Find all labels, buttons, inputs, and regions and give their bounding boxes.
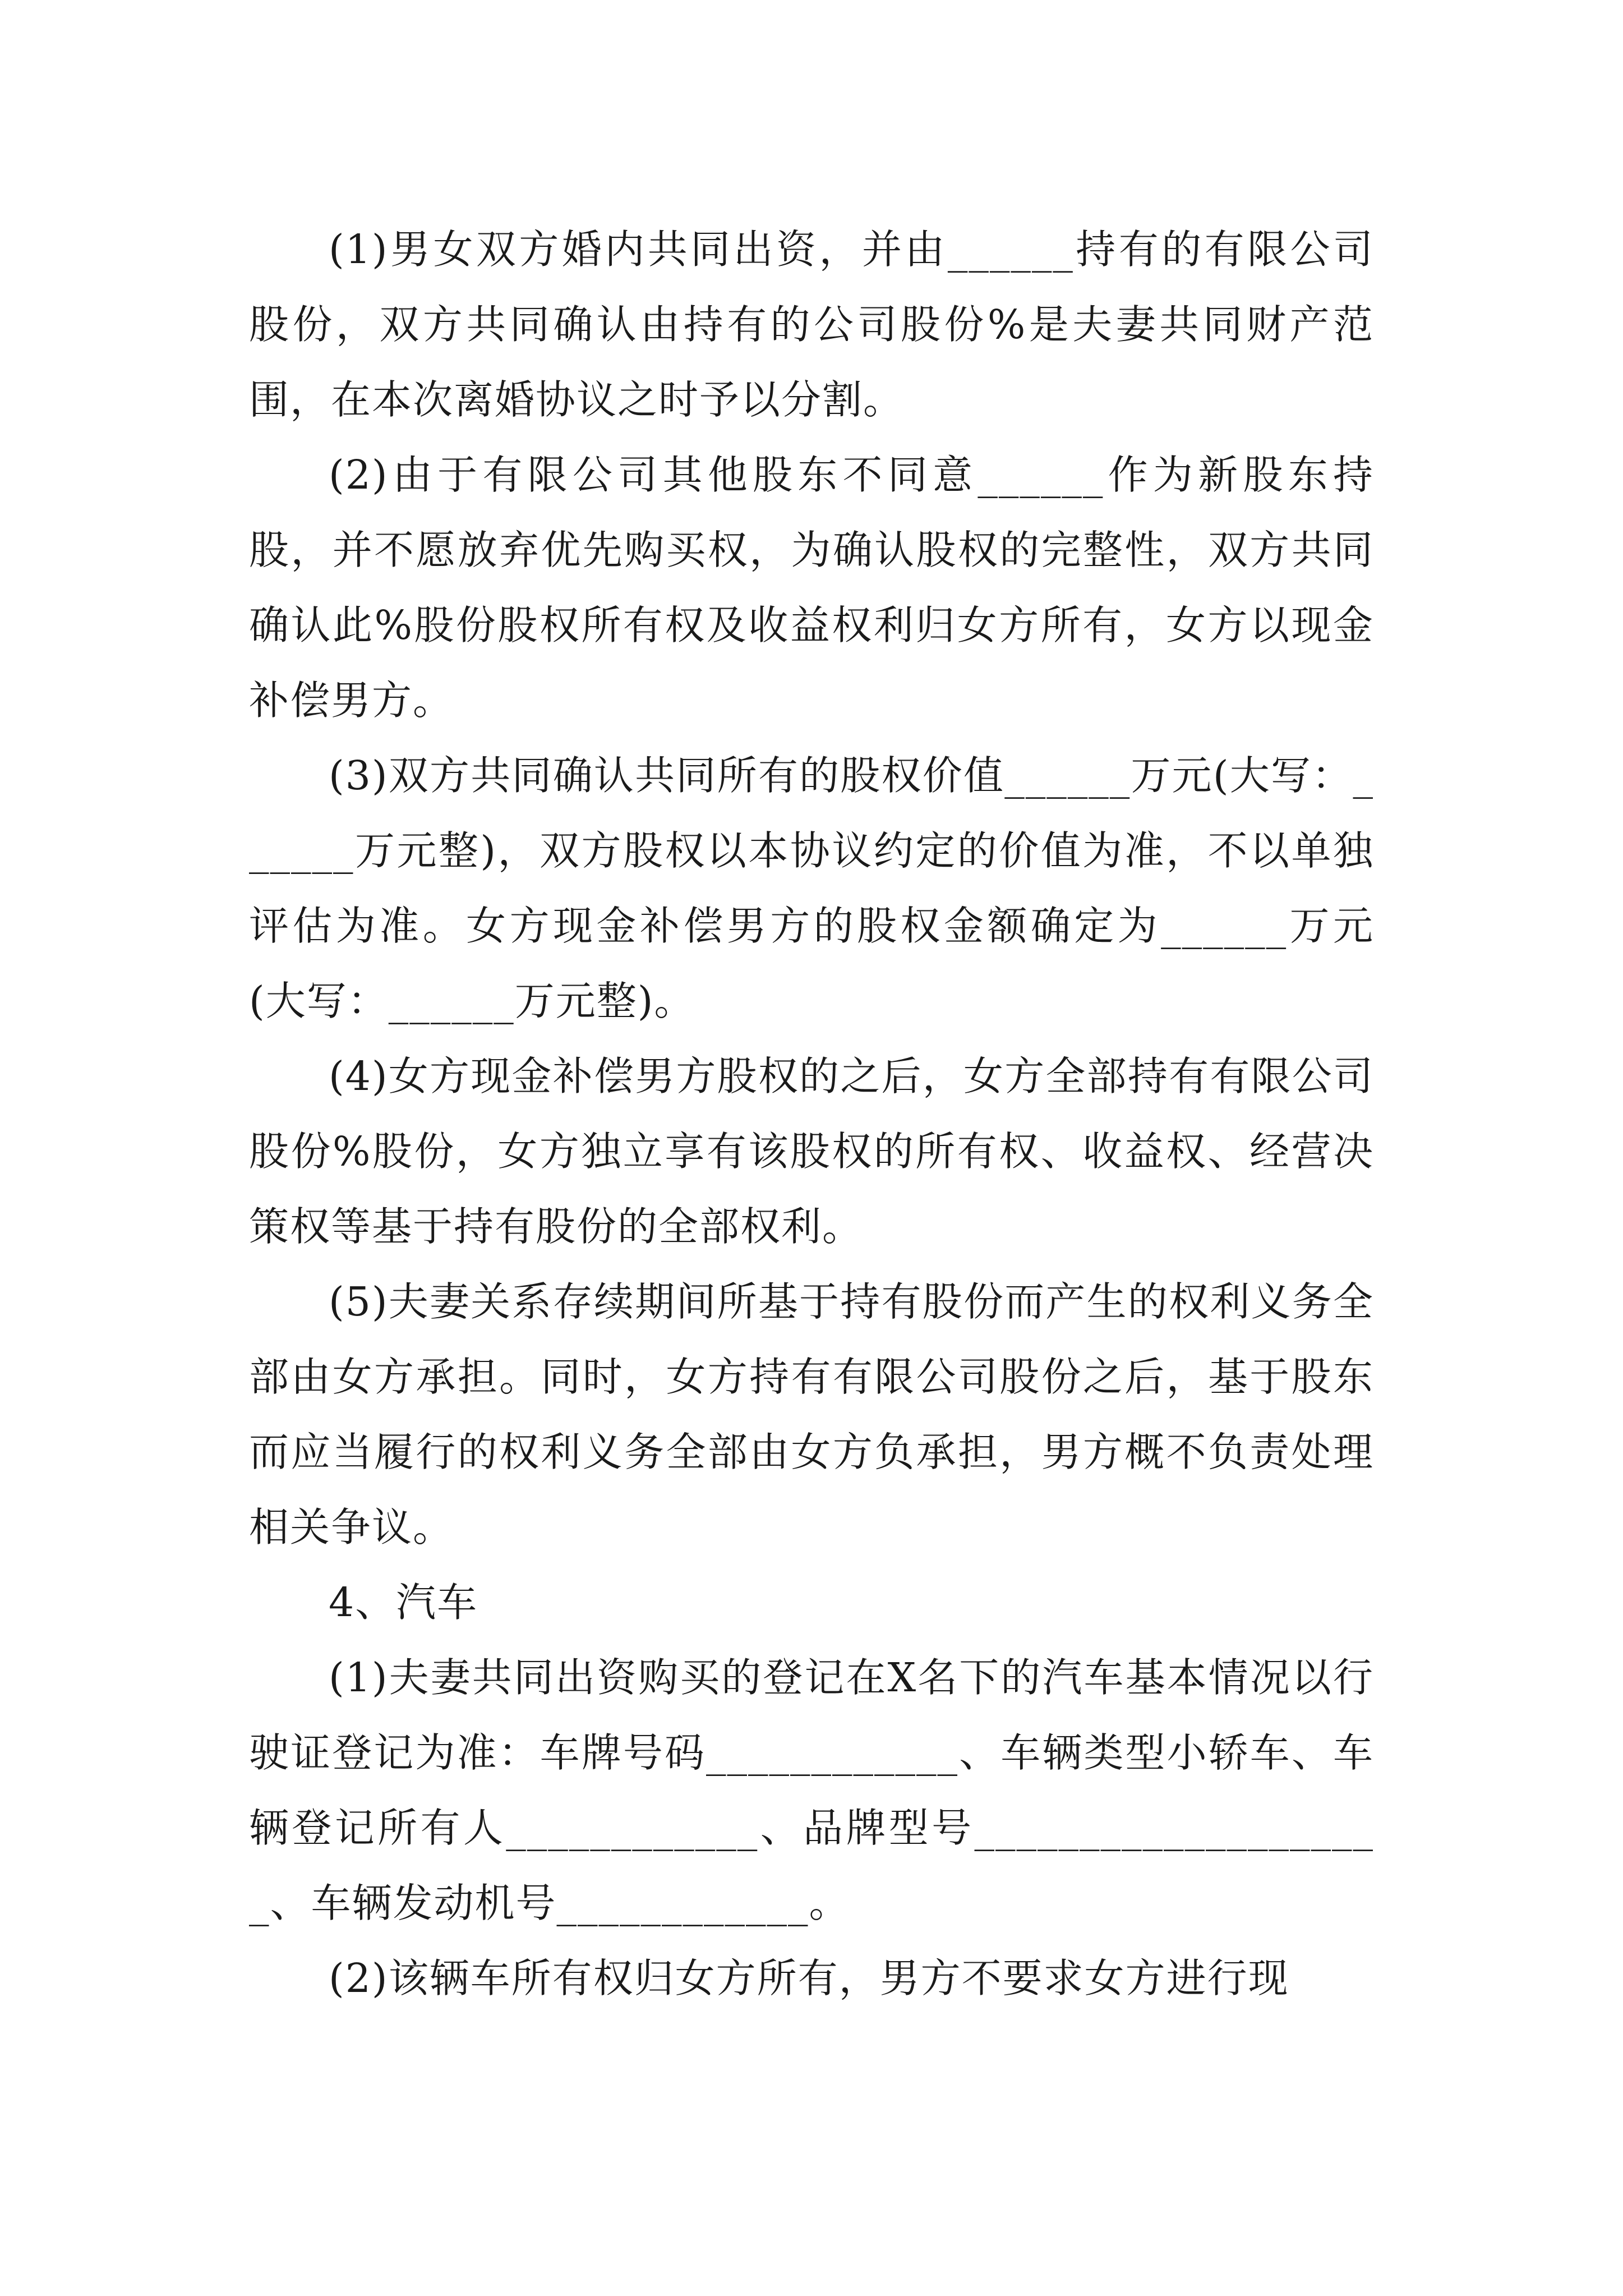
paragraph-equity-3: (3)双方共同确认共同所有的股权价值______万元(大写：______万元整)，双方股权以本协议约定的价值为准，不以单独评估为准。女方现金补偿男方的股权金额确定为______万元(大写：______万元整)。	[249, 752, 1374, 1024]
paragraph-equity-1: (1)男女双方婚内共同出资，并由______持有的有限公司股份，双方共同确认由持有的公司股份%是夫妻共同财产范围，在本次离婚协议之时予以分割。	[249, 226, 1374, 423]
section-heading-car: 4、汽车	[329, 1579, 478, 1626]
paragraph-car-1: (1)夫妻共同出资购买的登记在X名下的汽车基本情况以行驶证登记为准：车牌号码____________、车辆类型小轿车、车辆登记所有人____________、品牌型号____________________、车辆发动机号____________。	[249, 1654, 1374, 1926]
paragraph-equity-4: (4)女方现金补偿男方股权的之后，女方全部持有有限公司股份%股份，女方独立享有该股权的所有权、收益权、经营决策权等基于持有股份的全部权利。	[249, 1053, 1374, 1250]
paragraph-equity-2: (2)由于有限公司其他股东不同意______作为新股东持股，并不愿放弃优先购买权，为确认股权的完整性，双方共同确认此%股份股权所有权及收益权利归女方所有，女方以现金补偿男方。	[249, 452, 1374, 724]
paragraph-equity-5: (5)夫妻关系存续期间所基于持有股份而产生的权利义务全部由女方承担。同时，女方持有有限公司股份之后，基于股东而应当履行的权利义务全部由女方负承担，男方概不负责处理相关争议。	[249, 1278, 1374, 1550]
paragraph-car-2: (2)该辆车所有权归女方所有，男方不要求女方进行现	[329, 1955, 1289, 2001]
document-body	[249, 212, 1374, 2016]
